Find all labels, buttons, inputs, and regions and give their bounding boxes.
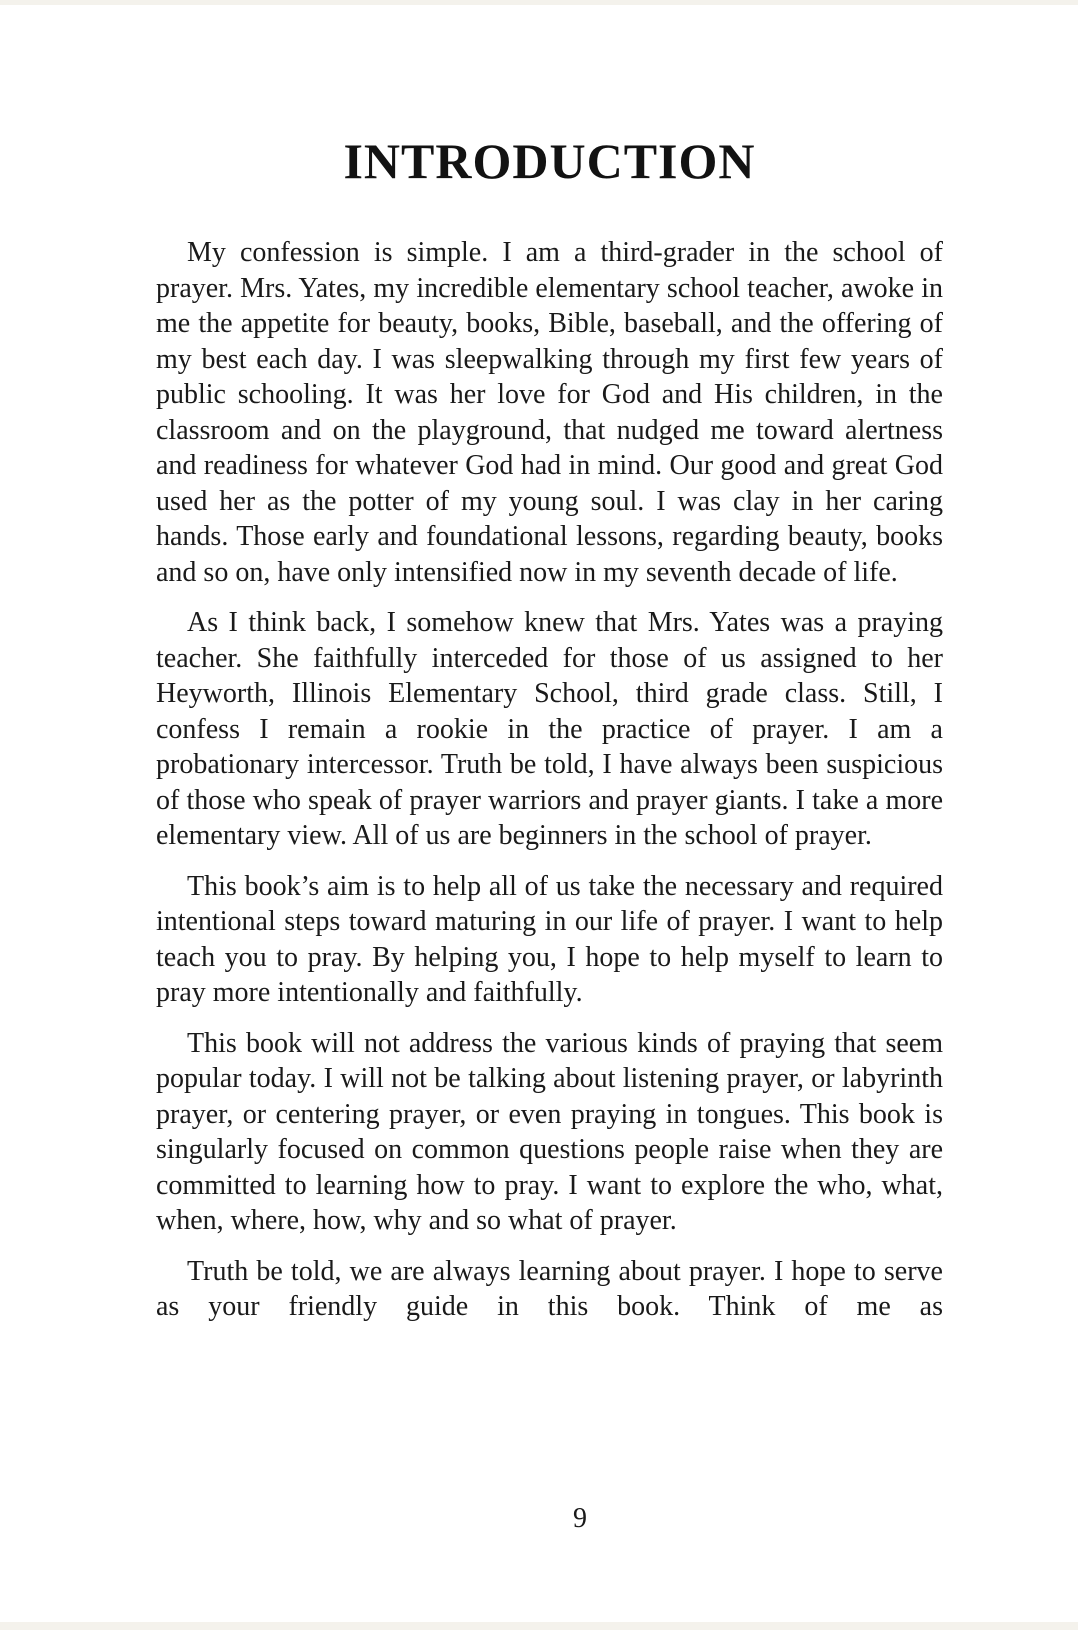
paragraph: This book will not address the various kinds of praying that seem popular today. I will not be talking about listening prayer, or labyrinth prayer, or centering prayer, or even praying in tongues. This book is singularly focused on common questions people raise when they are committed to learning how to pray. I want to explore the who, what, when, where, how, why and so what of prayer. [156, 1027, 943, 1236]
paragraph: As I think back, I somehow knew that Mrs. Yates was a praying teacher. She faithfully interceded for those of us assigned to her Heyworth, Illinois Elementary School, third grade class. Still, I confess I remain a rookie in the practice of prayer. I am a probationary intercessor. Truth be told, I have always been suspicious of those who speak of prayer warriors and prayer giants. I take a more elementary view. All of us are beginners in the school of prayer. [156, 607, 943, 851]
page-number: 9 [573, 1503, 587, 1534]
bottom-edge-strip [0, 1622, 1078, 1630]
body-text [156, 235, 943, 1325]
top-edge-strip [0, 0, 1078, 5]
paragraph: This book’s aim is to help all of us take the necessary and required intentional steps toward maturing in our life of prayer. I want to help teach you to pray. By helping you, I hope to help myself to learn to pray more intentionally and faithfully. [156, 870, 943, 1008]
chapter-title: INTRODUCTION [343, 133, 756, 189]
paragraph: Truth be told, we are always learning about prayer. I hope to serve as your friendly guide in this book. Think of me as [156, 1255, 943, 1322]
paragraph: My confession is simple. I am a third-grader in the school of prayer. Mrs. Yates, my incredible elementary school teacher, awoke in me the appetite for beauty, books, Bible, baseball, and the offering of my best each day. I was sleepwalking through my first few years of public schooling. It was her love for God and His children, in the classroom and on the playground, that nudged me toward alertness and readiness for whatever God had in mind. Our good and great God used her as the potter of my young soul. I was clay in her caring hands. Those early and foundational lessons, regarding beauty, books and so on, have only intensified now in my seventh decade of life. [156, 237, 943, 588]
